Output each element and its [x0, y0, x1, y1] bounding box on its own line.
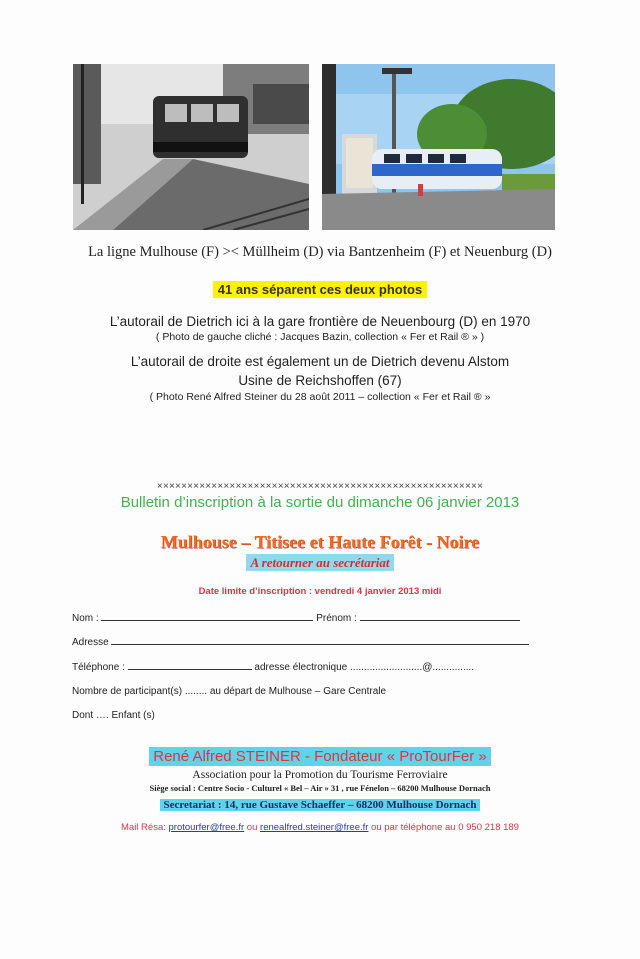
email-link-protourfer[interactable]: protourfer@free.fr [168, 822, 245, 833]
founder-banner: René Alfred STEINER - Fondateur « ProTourFer » [149, 747, 490, 766]
email-link-steiner[interactable]: renealfred.steiner@free.fr [260, 822, 369, 833]
form-row-address [72, 634, 529, 648]
years-banner: 41 ans séparent ces deux photos [213, 281, 427, 298]
bulletin-title: Bulletin d’inscription à la sortie du dimanche 06 janvier 2013 [120, 494, 520, 511]
association-name: Association pour la Promotion du Tourisme Ferroviaire [192, 769, 448, 781]
return-note-wrap [0, 554, 640, 572]
telephone-field[interactable] [128, 659, 252, 670]
email-label[interactable]: adresse électronique ..........................@............... [254, 662, 475, 673]
contact-sep: ou [244, 822, 261, 833]
autorail-right-caption-line1: L’autorail de droite est également un de Dietrich devenu Alstom [130, 354, 510, 369]
form-row-name [72, 610, 520, 624]
credit-right: ( Photo René Alfred Steiner du 28 août 2011 – collection « Fer et Rail ® » [149, 391, 491, 403]
contact-line [0, 822, 640, 833]
adresse-field[interactable] [111, 634, 529, 645]
deadline: Date limite d’inscription : vendredi 4 janvier 2013 midi [198, 586, 442, 597]
secretariat-wrap [0, 795, 640, 813]
autorail-right-caption-line2: Usine de Reichshoffen (67) [238, 373, 402, 388]
autorail-left-caption: L’autorail de Dietrich ici à la gare frontière de Neuenbourg (D) en 1970 [109, 314, 531, 329]
secretariat-address: Secretariat : 14, rue Gustave Schaeffer – 68200 Mulhouse Dornach [160, 799, 479, 811]
telephone-label: Téléphone : [72, 662, 125, 673]
adresse-label: Adresse [72, 637, 109, 648]
prenom-label: Prénom : [316, 613, 357, 624]
form-row-phone [72, 659, 474, 673]
trip-title: Mulhouse – Titisee et Haute Forêt - Noire [160, 532, 480, 552]
cut-separator: ×××××××××××××××××××××××××××××××××××××××××××××××××××××× [156, 481, 484, 492]
form-row-participants[interactable]: Nombre de participant(s) ........ au départ de Mulhouse – Gare Centrale [72, 686, 387, 697]
contact-prefix: Mail Résa: [121, 822, 169, 833]
contact-suffix: ou par téléphone au 0 950 218 189 [368, 822, 519, 833]
credit-left: ( Photo de gauche cliché : Jacques Bazin, collection « Fer et Rail ® » ) [155, 331, 485, 343]
photo-railcar-1970 [73, 64, 309, 230]
form-row-children[interactable]: Dont …. Enfant (s) [72, 710, 155, 721]
prenom-field[interactable] [360, 610, 520, 621]
return-note: A retourner au secrétariat [246, 554, 393, 571]
photo-railcar-2011 [322, 64, 555, 230]
years-banner-wrap [0, 281, 640, 299]
nom-field[interactable] [101, 610, 313, 621]
founder-wrap [0, 748, 640, 766]
route-caption: La ligne Mulhouse (F) >< Müllheim (D) via Bantzenheim (F) et Neuenburg (D) [88, 244, 552, 260]
siege-address: Siège social : Centre Socio - Culturel « Bel – Air » 31 , rue Fénelon – 68200 Mulhouse Dornach [149, 783, 491, 793]
nom-label: Nom : [72, 613, 99, 624]
